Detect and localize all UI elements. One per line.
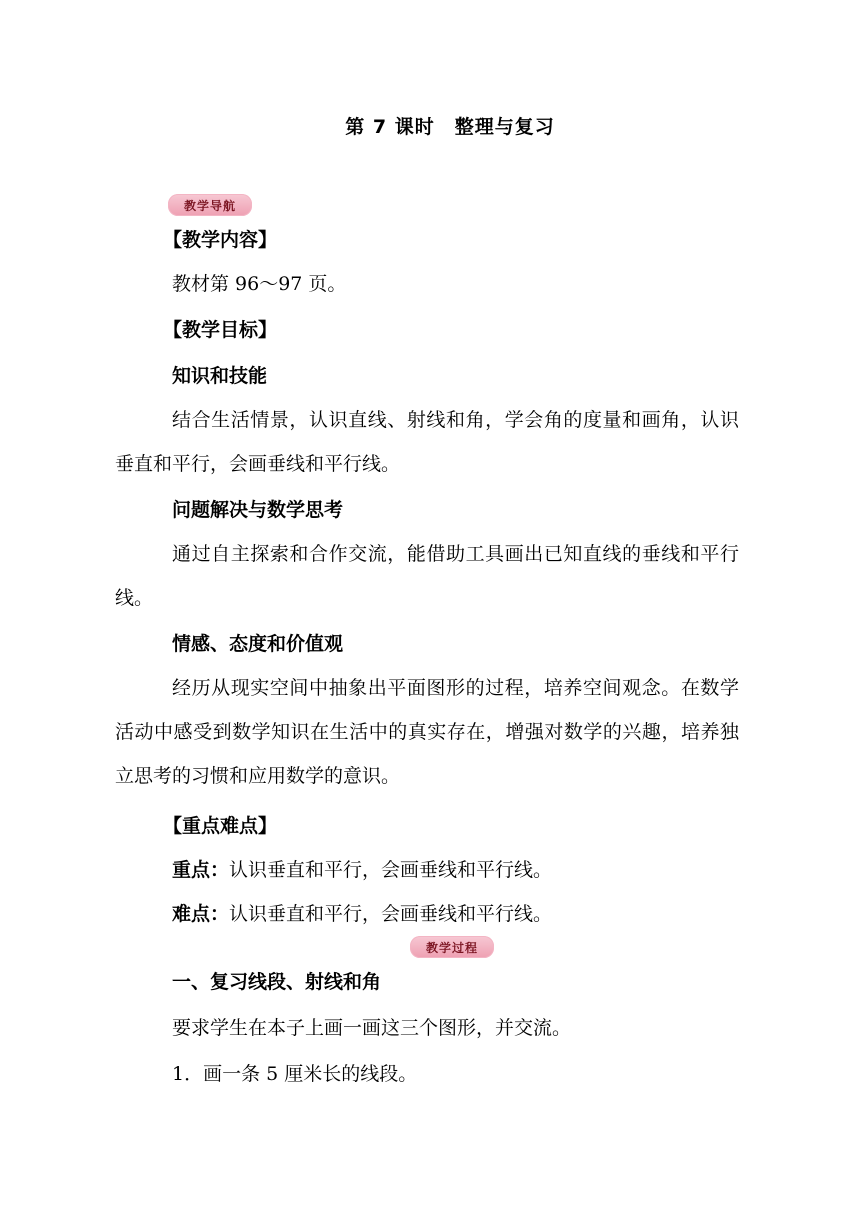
emotion-attitude-text: 经历从现实空间中抽象出平面图形的过程，培养空间观念。在数学活动中感受到数学知识在生活中的真实存在，增强对数学的兴趣，培养独立思考的习惯和应用数学的意识。: [115, 677, 739, 787]
exercise-item-1: 1．画一条 5 厘米长的线段。: [172, 1063, 418, 1085]
key-difficulty-heading: 【重点难点】: [163, 815, 278, 837]
key-point-text: 认识垂直和平行，会画垂线和平行线。: [229, 859, 553, 881]
knowledge-skills-heading: 知识和技能: [172, 365, 268, 387]
review-instruction-text: 要求学生在本子上画一画这三个图形，并交流。: [172, 1017, 572, 1039]
difficult-point-line: [172, 902, 552, 926]
review-section-heading: 一、复习线段、射线和角: [172, 971, 382, 993]
teaching-content-heading: 【教学内容】: [163, 229, 278, 251]
difficult-point-text: 认识垂直和平行，会画垂线和平行线。: [229, 903, 553, 925]
teaching-process-badge: 教学过程: [410, 936, 494, 958]
teaching-content-text: 教材第 96～97 页。: [172, 273, 347, 295]
difficult-point-label: 难点：: [172, 903, 230, 925]
teaching-navigation-badge: 教学导航: [168, 194, 252, 216]
emotion-attitude-heading: 情感、态度和价值观: [172, 633, 344, 655]
page-title: 第 7 课时 整理与复习: [345, 116, 555, 138]
key-point-label: 重点：: [172, 859, 230, 881]
problem-solving-text: 通过自主探索和合作交流，能借助工具画出已知直线的垂线和平行线。: [115, 543, 739, 609]
key-point-line: [172, 858, 552, 882]
problem-solving-heading: 问题解决与数学思考: [172, 499, 344, 521]
teaching-goals-heading: 【教学目标】: [163, 319, 278, 341]
knowledge-skills-text: 结合生活情景，认识直线、射线和角，学会角的度量和画角，认识垂直和平行，会画垂线和平行线。: [115, 409, 739, 475]
